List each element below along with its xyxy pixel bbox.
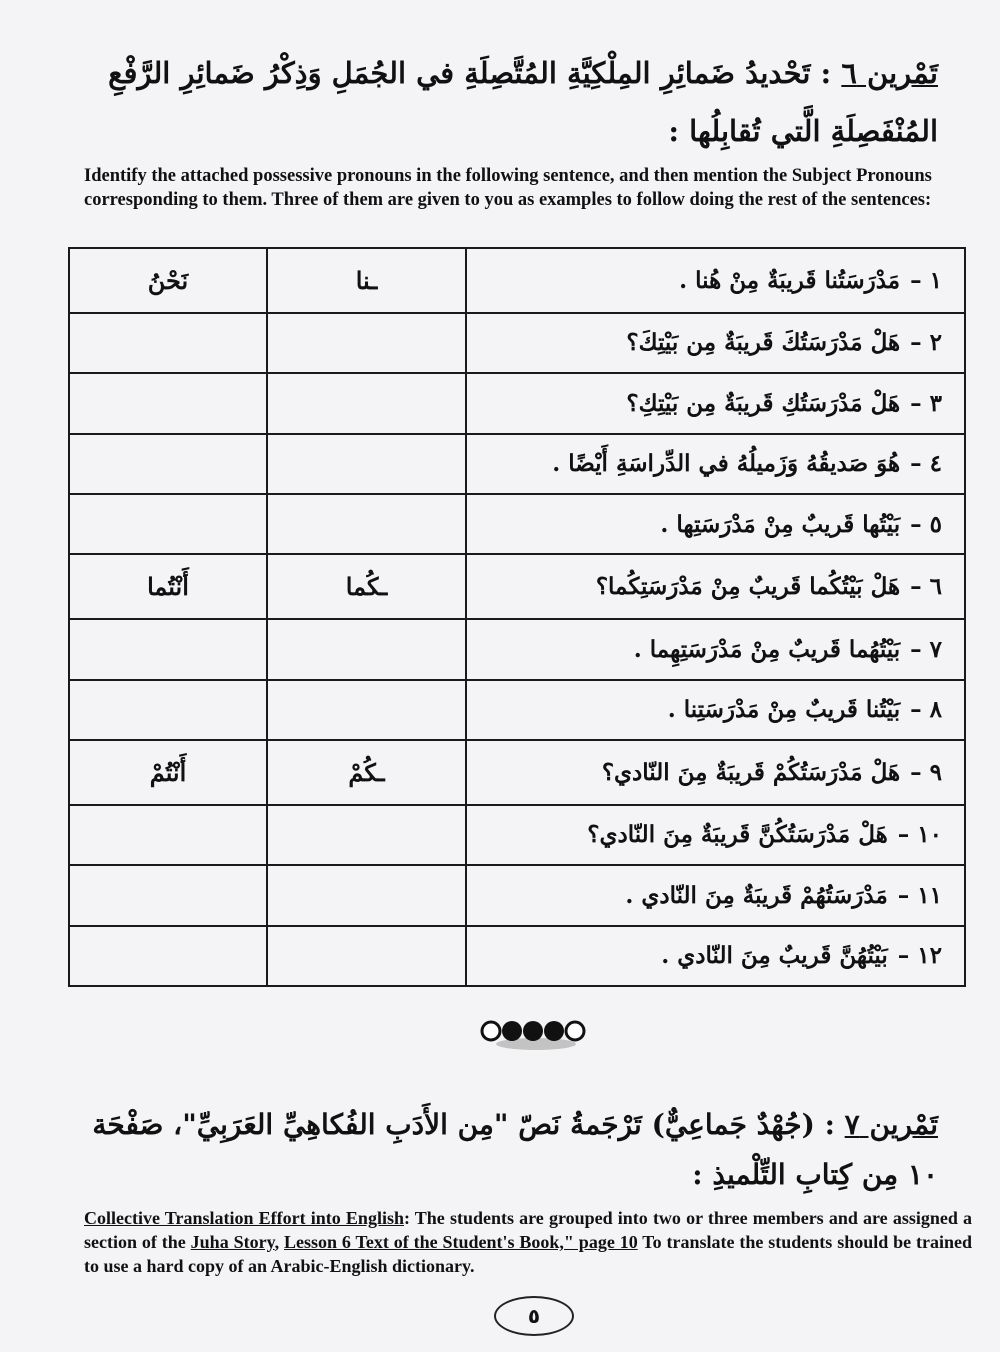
subject-pronoun-cell[interactable]: نَحْنُ (69, 248, 267, 313)
lesson-reference: Lesson 6 Text of the Student's Book," page 10 (284, 1232, 638, 1252)
table-row (69, 865, 965, 925)
exercise-6-label: تَمْرين ٦ (841, 56, 938, 90)
attached-pronoun-cell[interactable] (267, 434, 466, 494)
table-row (69, 373, 965, 433)
exercise-6-heading: : تَحْديدُ ضَمائِرِ المِلْكِيَّةِ المُتَّصِلَةِ في الجُمَلِ وَذِكْرُ ضَمائِرِ الرَّفْعِ المُنْفَصِلَةِ الَّتي تُقابِلُها : (108, 56, 938, 148)
sentence-number: ٣ – (910, 389, 942, 417)
attached-pronoun-cell[interactable] (267, 373, 466, 433)
table-row (69, 554, 965, 619)
subject-pronoun-cell[interactable] (69, 865, 267, 925)
attached-pronoun-cell[interactable] (267, 494, 466, 554)
sentence-text: هَلْ مَدْرَسَتُكِ قَريبَةٌ مِن بَيْتِكِ؟ (626, 389, 901, 417)
sentence-cell (466, 554, 965, 619)
sentence-number: ٨ – (910, 696, 942, 724)
sentence-cell (466, 248, 965, 313)
instruction-lead: Collective Translation Effort into English (84, 1208, 404, 1228)
exercise-6-instruction: Identify the attached possessive pronouns in the following sentence, and then mention the Subject Pronouns corresponding to them. Three of them are given to you as examples to follow doing the rest of the sentences: (84, 166, 932, 210)
sentence-text: هُوَ صَديقُهُ وَزَميلُهُ في الدِّراسَةِ أَيْضًا . (552, 450, 901, 478)
attached-pronoun-cell[interactable] (267, 926, 466, 987)
table-row (69, 313, 965, 373)
sentence-number: ٤ – (910, 450, 942, 478)
sentence-cell (466, 740, 965, 805)
sentence-cell (466, 494, 965, 554)
table-row (69, 680, 965, 740)
sentence-cell (466, 619, 965, 679)
attached-pronoun-cell[interactable] (267, 313, 466, 373)
table-row (69, 805, 965, 865)
table-row (69, 740, 965, 805)
sentence-cell (466, 926, 965, 987)
sentence-number: ٧ – (910, 635, 942, 663)
exercise-7-instruction (84, 1206, 972, 1278)
subject-pronoun-cell[interactable]: أَنْتُما (69, 554, 267, 619)
subject-pronoun-cell[interactable] (69, 313, 267, 373)
juha-story: Juha Story (190, 1232, 275, 1252)
table-row (69, 434, 965, 494)
sentence-text: بَيْتُها قَريبٌ مِنْ مَدْرَسَتِها . (660, 510, 901, 538)
sentence-number: ٩ – (910, 758, 942, 786)
sentence-number: ١٠ – (897, 821, 942, 849)
subject-pronoun-cell[interactable] (69, 680, 267, 740)
table-row (69, 619, 965, 679)
subject-pronoun-cell[interactable] (69, 434, 267, 494)
subject-pronoun-cell[interactable] (69, 805, 267, 865)
instruction-part2: , (274, 1232, 284, 1252)
sentence-text: بَيْتُهُما قَريبٌ مِنْ مَدْرَسَتِهِما . (633, 635, 901, 663)
exercise-6-title (80, 44, 938, 160)
attached-pronoun-cell[interactable]: ـكُما (267, 554, 466, 619)
table-row (69, 494, 965, 554)
attached-pronoun-cell[interactable]: ـنا (267, 248, 466, 313)
sentence-number: ٢ – (910, 329, 942, 357)
sentence-text: بَيْتُنا قَريبٌ مِنْ مَدْرَسَتِنا . (667, 696, 901, 724)
sentence-text: هَلْ مَدْرَسَتُكَ قَريبَةٌ مِن بَيْتِكَ؟ (626, 329, 901, 357)
exercise-7-label: تَمْرين ٧ (844, 1108, 938, 1141)
attached-pronoun-cell[interactable] (267, 865, 466, 925)
sentence-text: مَدْرَسَتُنا قَريبَةٌ مِنْ هُنا . (679, 266, 901, 294)
sentence-number: ١ – (910, 266, 942, 294)
exercise-7-title (80, 1100, 938, 1200)
subject-pronoun-cell[interactable]: أَنْتُمْ (69, 740, 267, 805)
subject-pronoun-cell[interactable] (69, 494, 267, 554)
sentence-cell (466, 313, 965, 373)
page-number: ٥ (494, 1296, 574, 1336)
attached-pronoun-cell[interactable] (267, 805, 466, 865)
attached-pronoun-cell[interactable] (267, 619, 466, 679)
sentence-text: هَلْ بَيْتُكُما قَريبٌ مِنْ مَدْرَسَتِكُما؟ (595, 573, 901, 601)
table-row (69, 248, 965, 313)
subject-pronoun-cell[interactable] (69, 926, 267, 987)
sentence-text: بَيْتُهُنَّ قَريبٌ مِنَ النّادي . (661, 942, 888, 970)
sentence-number: ٥ – (910, 510, 942, 538)
attached-pronoun-cell[interactable] (267, 680, 466, 740)
sentence-cell (466, 865, 965, 925)
dots-ornament (478, 1012, 588, 1054)
subject-pronoun-cell[interactable] (69, 619, 267, 679)
sentence-cell (466, 373, 965, 433)
sentence-number: ١٢ – (897, 942, 942, 970)
sentence-cell (466, 805, 965, 865)
sentence-text: مَدْرَسَتُهُمْ قَريبَةٌ مِنَ النّادي . (625, 881, 888, 909)
exercise-7-heading: : (جُهْدٌ جَماعِيٌّ) تَرْجَمةُ نَصّ "مِن الأَدَبِ الفُكاهِيِّ العَرَبِيِّ"، صَفْحَة ١٠ مِن كِتابِ التِّلْميذِ : (92, 1108, 938, 1191)
subject-pronoun-cell[interactable] (69, 373, 267, 433)
attached-pronoun-cell[interactable]: ـكُمْ (267, 740, 466, 805)
instruction-part1: : The students are grouped into two or three members and are assigned a section of the (84, 1208, 972, 1252)
sentence-cell (466, 434, 965, 494)
sentence-text: هَلْ مَدْرَسَتُكُنَّ قَريبَةٌ مِنَ النّادي؟ (587, 821, 888, 849)
sentence-number: ١١ – (897, 881, 942, 909)
sentence-cell (466, 680, 965, 740)
table-row (69, 926, 965, 987)
pronoun-table (68, 247, 966, 987)
instruction-part3: To translate the students should be trained to use a hard copy of an Arabic-English dictionary. (84, 1232, 973, 1276)
sentence-number: ٦ – (910, 573, 942, 601)
sentence-text: هَلْ مَدْرَسَتُكُمْ قَريبَةٌ مِنَ النّادي؟ (601, 758, 901, 786)
